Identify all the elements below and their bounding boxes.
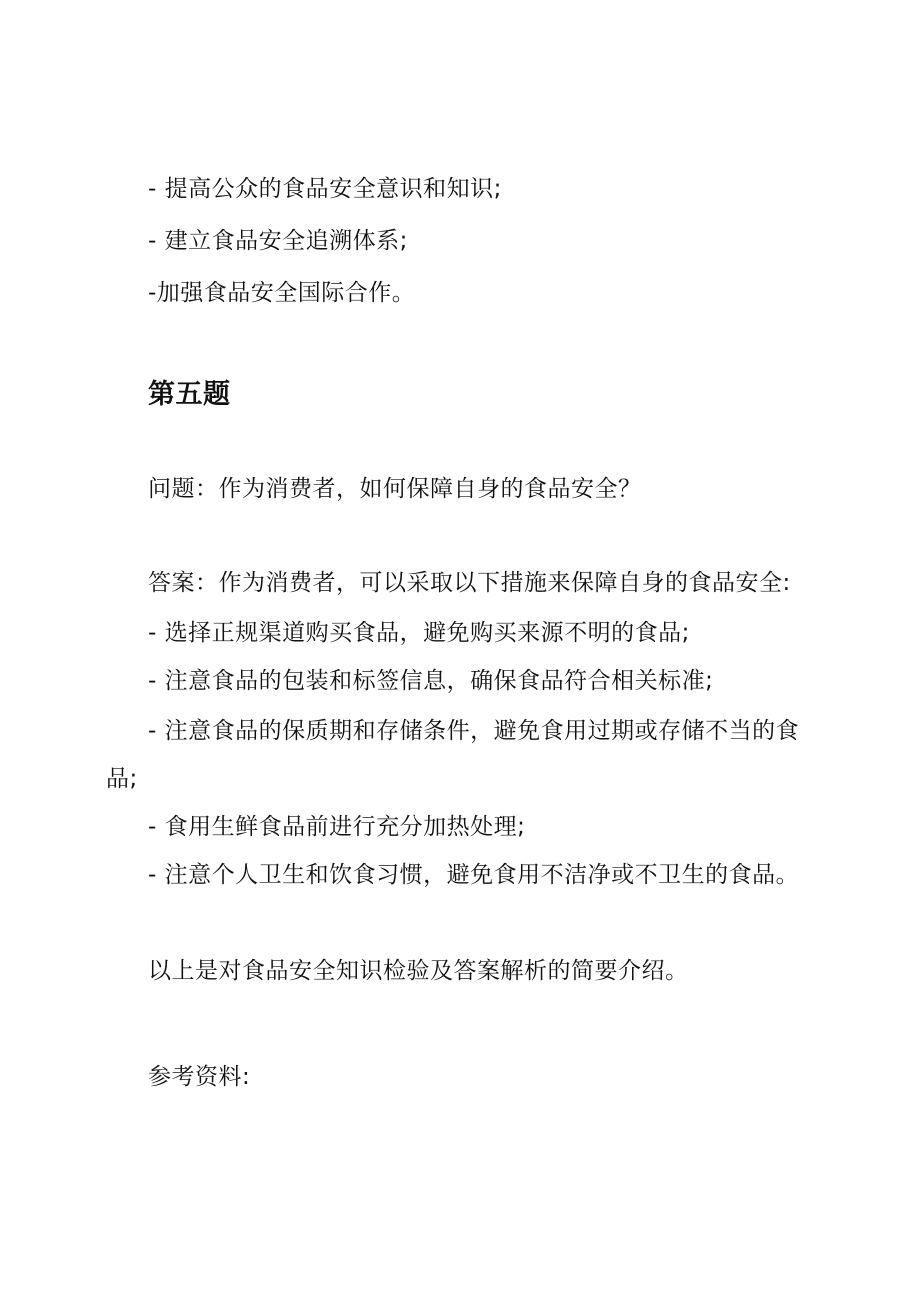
question-text: 问题：作为消费者，如何保障自身的食品安全？ [148, 476, 642, 502]
summary-text: 以上是对食品安全知识检验及答案解析的简要介绍。 [148, 958, 689, 984]
references-label: 参考资料: [148, 1064, 251, 1090]
section-heading: 第五题 [148, 379, 231, 410]
bullet-item: - 建立食品安全追溯体系; [148, 228, 408, 254]
bullet-item: - 提高公众的食品安全意识和知识; [148, 176, 502, 202]
answer-item: - 注意个人卫生和饮食习惯，避免食用不洁净或不卫生的食品。 [148, 862, 800, 888]
answer-item: - 注意食品的保质期和存储条件，避免食用过期或存储不当的食 [148, 718, 800, 744]
answer-item: - 选择正规渠道购买食品，避免购买来源不明的食品; [148, 620, 690, 646]
answer-item: - 注意食品的包装和标签信息，确保食品符合相关标准; [148, 668, 714, 694]
answer-item: - 食用生鲜食品前进行充分加热处理; [148, 814, 526, 840]
bullet-item: -加强食品安全国际合作。 [148, 280, 416, 306]
answer-intro: 答案：作为消费者，可以采取以下措施来保障自身的食品安全: [148, 570, 791, 596]
answer-item-continuation: 品; [106, 766, 138, 792]
